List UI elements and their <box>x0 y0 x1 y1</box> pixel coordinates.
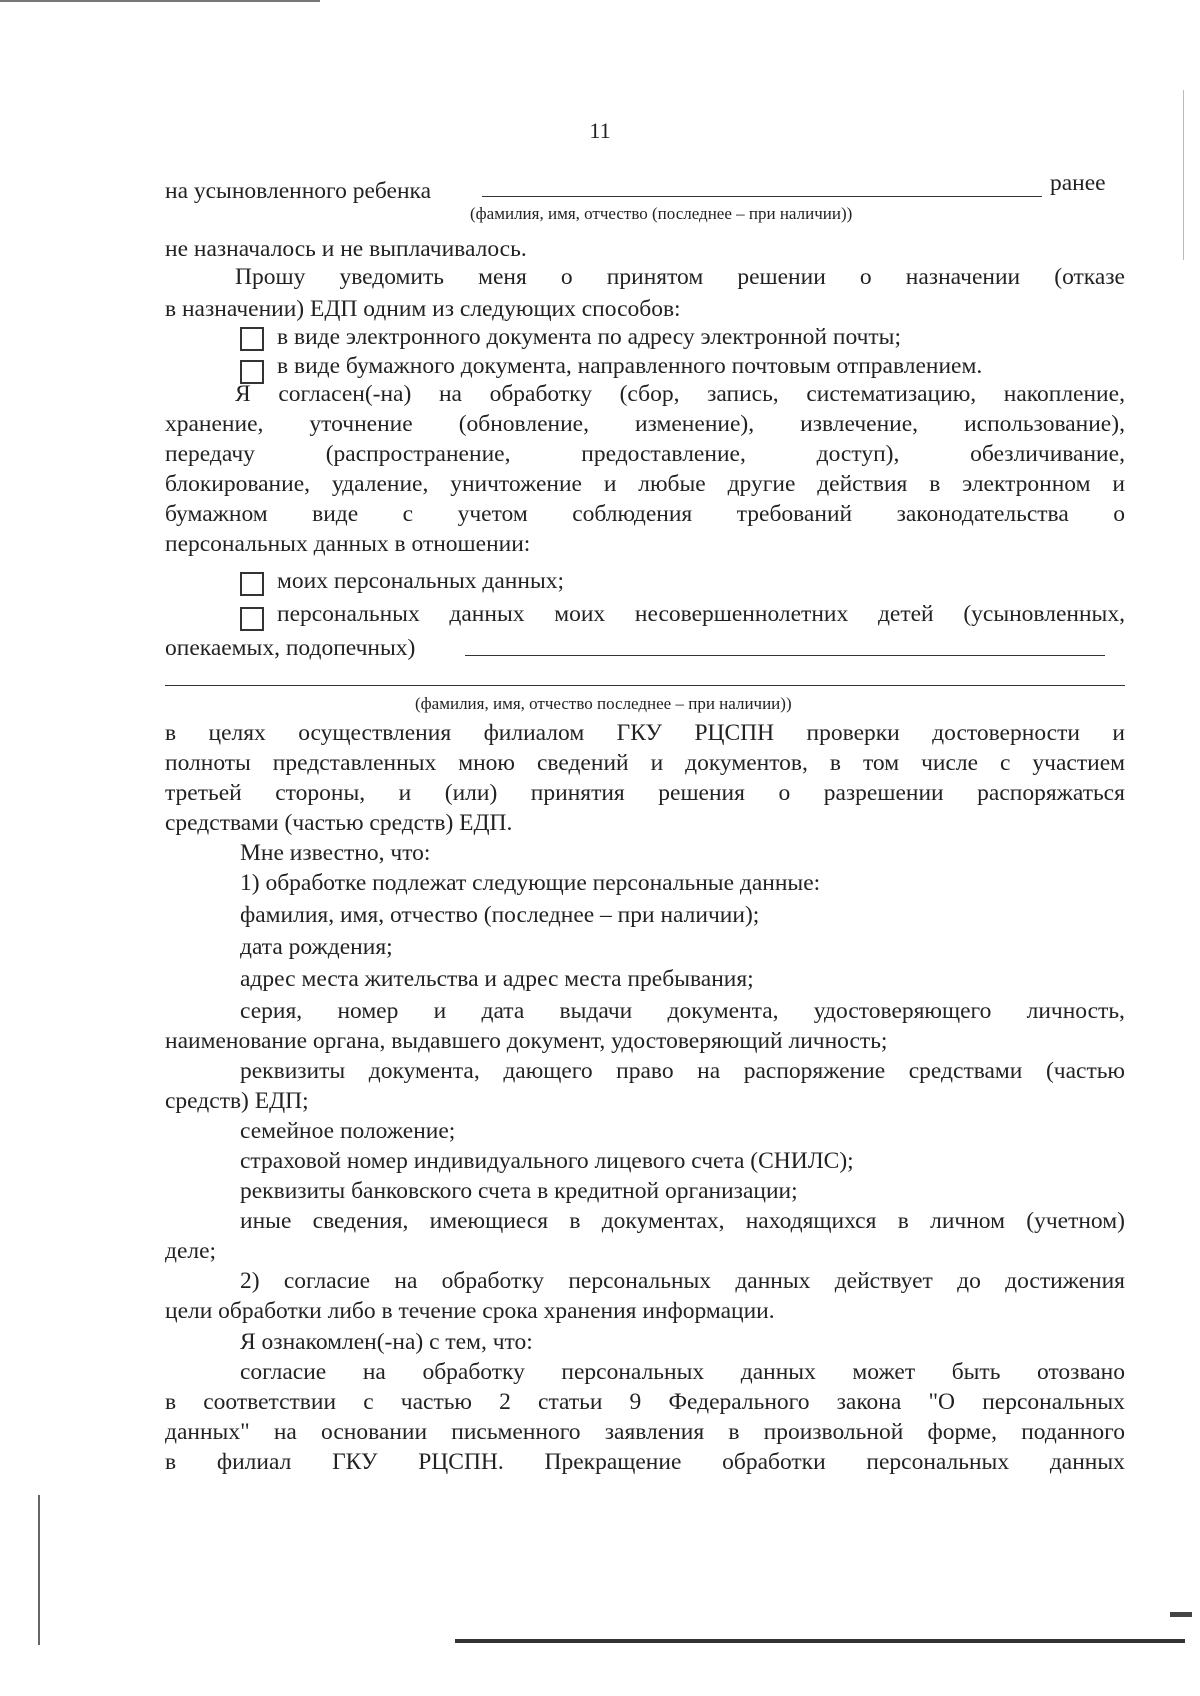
word: обезличивание, <box>970 441 1125 467</box>
known-header: Мне известно, что: <box>240 840 431 866</box>
word: обработку <box>422 1359 525 1385</box>
purpose-line-2 <box>165 752 1125 776</box>
word: достоверности <box>932 720 1080 746</box>
intro-prefix: на усыновленного ребенка <box>165 178 432 204</box>
word: письменного <box>451 1419 581 1445</box>
scan-edge-top <box>0 0 320 2</box>
word: Прекращение <box>544 1449 682 1475</box>
known-data-rights-line-2: средств) ЕДП; <box>165 1088 309 1114</box>
word: персональных <box>866 1449 1010 1475</box>
informed-header: Я ознакомлен(-на) с тем, что: <box>240 1329 533 1355</box>
word: достижения <box>1005 1268 1125 1294</box>
word: 2) <box>240 1268 260 1294</box>
word: о <box>859 264 872 290</box>
word: проверки <box>806 720 900 746</box>
informed-line-1 <box>240 1361 1125 1385</box>
word: мною <box>458 750 515 776</box>
word: действует <box>834 1268 933 1294</box>
word: распоряжаться <box>977 780 1125 806</box>
word: соответствии <box>203 1389 337 1415</box>
word: осуществления <box>298 720 452 746</box>
purpose-line-1 <box>165 722 1125 746</box>
word: сведения, <box>312 1208 409 1234</box>
word: участием <box>1032 750 1125 776</box>
word: другие <box>727 471 796 497</box>
word: обработку <box>441 1268 545 1294</box>
word: запись, <box>707 381 779 407</box>
word: извлечение, <box>800 411 919 437</box>
word: числе <box>921 750 979 776</box>
word: обработки <box>722 1449 826 1475</box>
known-data-rights-line-1 <box>240 1060 1125 1084</box>
notify-opt-email: в виде электронного документа по адресу электронной почты; <box>277 324 902 350</box>
word: находящихся <box>745 1208 877 1234</box>
word: заявления <box>604 1419 705 1445</box>
word: статьи <box>538 1389 603 1415</box>
word: основании <box>321 1419 428 1445</box>
known-data-other-line-2: деле; <box>165 1238 217 1264</box>
word: частью <box>400 1389 472 1415</box>
word: может <box>852 1359 916 1385</box>
word: (учетном) <box>1026 1208 1125 1234</box>
notify-opt-post: в виде бумажного документа, направленного почтовым отправлением. <box>277 353 983 379</box>
known-data-fio: фамилия, имя, отчество (последнее – при наличии); <box>240 902 760 928</box>
word: на <box>438 381 462 407</box>
consent-line-6: персональных данных в отношении: <box>165 531 531 557</box>
word: право <box>616 1058 674 1084</box>
word: персональных <box>568 1268 712 1294</box>
word: быть <box>951 1359 1001 1385</box>
word: удаление, <box>331 471 429 497</box>
word: меня <box>478 264 527 290</box>
word: учетом <box>457 501 528 527</box>
word: форме, <box>927 1419 998 1445</box>
word: действия <box>817 471 908 497</box>
word: соблюдения <box>572 501 693 527</box>
word: данных <box>740 1359 816 1385</box>
word: документа, <box>667 998 779 1024</box>
word: серия, <box>240 998 303 1024</box>
known-data-bank: реквизиты банковского счета в кредитной организации; <box>240 1178 798 1204</box>
word: моих <box>554 601 606 627</box>
consent-line-4 <box>165 473 1125 497</box>
word: с <box>363 1389 374 1415</box>
word: (отказе <box>1054 264 1125 290</box>
word: согласен(-на) <box>278 381 412 407</box>
children-names-field-1[interactable] <box>465 655 1105 656</box>
word: о <box>1113 501 1125 527</box>
known-data-other-line-1 <box>240 1210 1125 1234</box>
word: и <box>650 750 664 776</box>
word: данных" <box>165 1419 250 1445</box>
word: полноты <box>165 750 251 776</box>
word: дающего <box>503 1058 593 1084</box>
word: РЦСПН. <box>418 1449 504 1475</box>
word: персональных <box>561 1359 705 1385</box>
notify-line-2: в назначении) ЕДП одним из следующих способов: <box>165 296 681 322</box>
word: в <box>165 1449 177 1475</box>
known-item-2-line-1 <box>240 1270 1125 1294</box>
word: Я <box>235 381 251 407</box>
word: и <box>398 780 412 806</box>
word: назначении <box>905 264 1021 290</box>
known-data-family: семейное положение; <box>240 1118 456 1144</box>
word: ГКУ <box>616 720 663 746</box>
word: несовершеннолетних <box>634 601 849 627</box>
consent-opt-mine: моих персональных данных; <box>277 568 565 594</box>
consent-opt-children <box>277 603 1125 627</box>
known-data-address: адрес места жительства и адрес места пребывания; <box>240 966 754 992</box>
word: 2 <box>499 1389 511 1415</box>
word: дата <box>481 998 525 1024</box>
known-data-snils: страховой номер индивидуального лицевого счета (СНИЛС); <box>240 1148 854 1174</box>
word: выдачи <box>559 998 633 1024</box>
word: персональных <box>982 1389 1125 1415</box>
informed-line-4 <box>165 1451 1125 1475</box>
checkbox-children-data[interactable] <box>240 607 264 631</box>
word: уточнение <box>309 411 413 437</box>
word: в <box>165 720 177 746</box>
checkbox-my-data[interactable] <box>240 572 264 596</box>
word: Федерального <box>668 1389 810 1415</box>
word: реквизиты <box>240 1058 346 1084</box>
word: и <box>1112 720 1125 746</box>
word: и <box>603 471 617 497</box>
informed-line-3 <box>165 1421 1125 1445</box>
word: иные <box>240 1208 292 1234</box>
intro-fio-caption: (фамилия, имя, отчество (последнее – при наличии)) <box>470 204 853 223</box>
word: "О <box>928 1389 956 1415</box>
word: номер <box>337 998 399 1024</box>
word: принятия <box>530 780 625 806</box>
children-names-field-2[interactable] <box>165 685 1125 686</box>
word: уведомить <box>339 264 444 290</box>
word: 9 <box>629 1389 642 1415</box>
intro-suffix: ранее <box>1050 170 1106 196</box>
scan-mark-bottom <box>1170 1612 1192 1617</box>
word: в <box>829 750 841 776</box>
word: и <box>433 998 447 1024</box>
word: (сбор, <box>619 381 680 407</box>
word: и <box>1112 471 1125 497</box>
word: (распространение, <box>325 441 511 467</box>
scan-edge-left <box>38 1495 40 1645</box>
word: на <box>273 1419 297 1445</box>
word: стороны, <box>275 780 366 806</box>
word: средствами <box>908 1058 1023 1084</box>
consent-line-3 <box>165 443 1125 467</box>
word: с <box>1000 750 1011 776</box>
word: в <box>897 1208 909 1234</box>
word: на <box>394 1268 418 1294</box>
word: удостоверяющего <box>813 998 992 1024</box>
known-data-birthdate: дата рождения; <box>240 934 393 960</box>
page-number: 11 <box>589 118 611 143</box>
word: до <box>957 1268 981 1294</box>
consent-line-2 <box>165 413 1125 437</box>
word: на <box>697 1058 721 1084</box>
word: согласие <box>240 1359 327 1385</box>
intro-continuation: не назначалось и не выплачивалось. <box>165 236 527 262</box>
word: в <box>728 1419 740 1445</box>
word: (частью <box>1045 1058 1125 1084</box>
consent-line-1 <box>235 383 1125 407</box>
word: блокирование, <box>165 471 311 497</box>
known-item-1: 1) обработке подлежат следующие персональные данные: <box>240 870 821 896</box>
informed-line-2 <box>165 1391 1125 1415</box>
word: данных <box>735 1268 811 1294</box>
word: виде <box>312 501 359 527</box>
child-name-field[interactable] <box>482 196 1042 197</box>
word: (обновление, <box>458 411 589 437</box>
consent-opt-children-cont: опекаемых, подопечных) <box>165 635 416 661</box>
word: в <box>569 1208 581 1234</box>
word: ГКУ <box>332 1449 378 1475</box>
word: принятом <box>606 264 704 290</box>
word: отозвано <box>1037 1359 1125 1385</box>
word: на <box>362 1359 386 1385</box>
word: доступ), <box>816 441 900 467</box>
word: Прошу <box>235 264 306 290</box>
scan-edge-bottom <box>455 1639 1185 1643</box>
scan-edge-right <box>1183 90 1184 260</box>
word: филиал <box>216 1449 292 1475</box>
word: любые <box>638 471 706 497</box>
word: том <box>862 750 900 776</box>
word: накопление, <box>1003 381 1125 407</box>
word: представленных <box>272 750 437 776</box>
purpose-line-3 <box>165 782 1125 806</box>
word: сведений <box>536 750 629 776</box>
word: обработку <box>489 381 592 407</box>
word: (усыновленных, <box>963 601 1125 627</box>
word: личность, <box>1026 998 1125 1024</box>
word: распоряжение <box>743 1058 886 1084</box>
known-data-id-line-2: наименование органа, выдавшего документ, удостоверяющий личность; <box>165 1028 888 1054</box>
word: филиалом <box>483 720 585 746</box>
word: данных <box>1049 1449 1125 1475</box>
word: имеющиеся <box>429 1208 549 1234</box>
word: документов, <box>685 750 808 776</box>
word: (или) <box>444 780 498 806</box>
word: данных <box>449 601 525 627</box>
word: решения <box>658 780 745 806</box>
word: документа, <box>368 1058 480 1084</box>
word: в <box>165 1389 177 1415</box>
word: разрешении <box>823 780 944 806</box>
word: документах, <box>601 1208 725 1234</box>
word: РЦСПН <box>694 720 775 746</box>
word: передачу <box>165 441 255 467</box>
word: использование), <box>964 411 1125 437</box>
word: детей <box>877 601 934 627</box>
word: закона <box>836 1389 902 1415</box>
word: хранение, <box>165 411 264 437</box>
word: уничтожение <box>450 471 582 497</box>
word: личном <box>930 1208 1005 1234</box>
word: предоставление, <box>581 441 746 467</box>
notify-line-1 <box>235 266 1125 290</box>
known-item-2-line-2: цели обработки либо в течение срока хранения информации. <box>165 1298 775 1324</box>
word: целях <box>208 720 266 746</box>
known-data-id-line-1 <box>240 1000 1125 1024</box>
children-fio-caption: (фамилия, имя, отчество последнее – при наличии)) <box>415 694 792 713</box>
word: о <box>560 264 573 290</box>
checkbox-email[interactable] <box>240 327 264 351</box>
word: с <box>402 501 414 527</box>
word: бумажном <box>165 501 268 527</box>
purpose-line-4: средствами (частью средств) ЕДП. <box>165 810 513 836</box>
word: требований <box>736 501 853 527</box>
word: изменение), <box>634 411 755 437</box>
word: произвольной <box>763 1419 904 1445</box>
word: систематизацию, <box>806 381 977 407</box>
word: согласие <box>283 1268 371 1294</box>
word: в <box>929 471 941 497</box>
word: о <box>778 780 791 806</box>
word: решении <box>737 264 826 290</box>
word: электронном <box>962 471 1091 497</box>
word: третьей <box>165 780 242 806</box>
word: персональных <box>277 601 420 627</box>
consent-line-5 <box>165 503 1125 527</box>
word: законодательства <box>896 501 1069 527</box>
word: поданного <box>1021 1419 1125 1445</box>
